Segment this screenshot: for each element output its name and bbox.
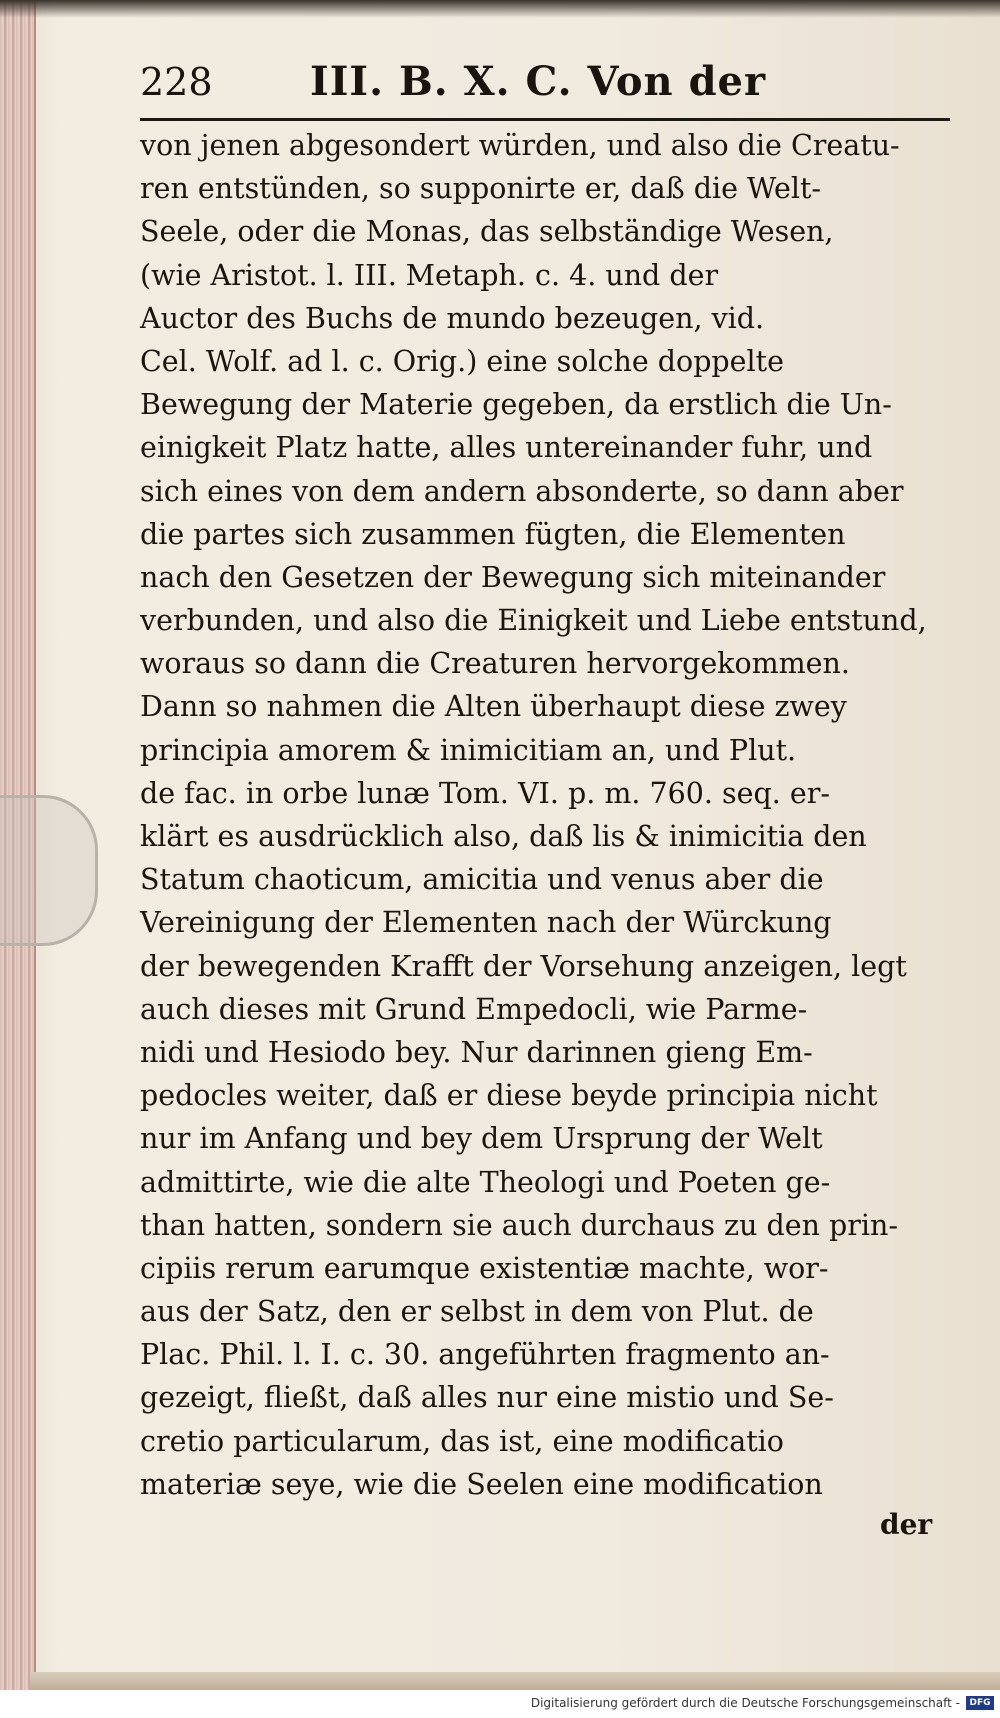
text-line: klärt es ausdrücklich also, daß lis & inimicitia den — [140, 820, 867, 853]
footer-credit: Digitalisierung gefördert durch die Deutsche Forschungsgemeinschaft - — [530, 1696, 960, 1710]
text-line: Statum chaoticum, amicitia und venus aber die — [140, 863, 824, 897]
text-line: Vereinigung der Elementen nach der Würckung — [140, 906, 832, 940]
page-clip — [0, 795, 98, 946]
page-shadow — [0, 0, 1000, 18]
text-line: Bewegung der Materie gegeben, da erstlich die Un- — [140, 388, 892, 422]
text-line: die partes sich zusammen fügten, die Elementen — [140, 517, 846, 551]
text-line: cretio particularum, das ist, eine modificatio — [140, 1424, 784, 1458]
body-text — [140, 124, 960, 1506]
header-rule — [140, 118, 950, 121]
text-line: gezeigt, fließt, daß alles nur eine mistio und Se- — [140, 1381, 834, 1415]
text-line: der bewegenden Krafft der Vorsehung anzeigen, legt — [140, 949, 907, 983]
text-line: von jenen abgesondert würden, und also die Creatu- — [140, 129, 900, 162]
text-line: woraus so dann die Creaturen hervorgekommen. — [140, 647, 850, 681]
dfg-logo-icon: DFG — [966, 1696, 994, 1710]
text-line: Cel. Wolf. ad l. c. Orig.) eine solche doppelte — [140, 344, 784, 378]
text-line: aus der Satz, den er selbst in dem von Plut. de — [140, 1295, 814, 1329]
text-line: admittirte, wie die alte Theologi und Poeten ge- — [140, 1165, 831, 1199]
text-line: than hatten, sondern sie auch durchaus zu den prin- — [140, 1208, 898, 1242]
text-line: einigkeit Platz hatte, alles untereinander fuhr, und — [140, 431, 873, 465]
text-line: Dann so nahmen die Alten überhaupt diese zwey — [140, 690, 847, 724]
text-line: cipiis rerum earumque existentiæ machte, wor- — [140, 1251, 829, 1285]
text-line: Auctor des Buchs de mundo bezeugen, vid. — [140, 301, 765, 335]
text-line: de fac. in orbe lunæ Tom. VI. p. m. 760. seq. er- — [140, 776, 830, 810]
text-line: Plac. Phil. l. I. c. 30. angeführten fragmento an- — [140, 1338, 830, 1372]
catchword: der — [880, 1508, 933, 1541]
running-title: III. B. X. C. Von der — [310, 58, 767, 105]
footer-bar — [0, 1690, 1000, 1718]
text-line: (wie Aristot. l. III. Metaph. c. 4. und der — [140, 258, 719, 292]
text-line: principia amorem & inimicitiam an, und Plut. — [140, 733, 797, 767]
page-header — [140, 54, 950, 114]
text-line: Seele, oder die Monas, das selbständige Wesen, — [140, 215, 834, 249]
text-line: sich eines von dem andern absonderte, so dann aber — [140, 474, 904, 508]
text-line: ren entstünden, so supponirte er, daß die Welt- — [140, 172, 822, 206]
text-line: materiæ seye, wie die Seelen eine modification — [140, 1467, 823, 1501]
text-line: pedocles weiter, daß er diese beyde principia nicht — [140, 1079, 878, 1113]
text-line: auch dieses mit Grund Empedocli, wie Parme- — [140, 992, 808, 1026]
text-line: verbunden, und also die Einigkeit und Liebe entstund, — [140, 604, 927, 638]
page-bottom-edge — [30, 1672, 1000, 1690]
page-number: 228 — [140, 60, 213, 104]
text-line: nidi und Hesiodo bey. Nur darinnen gieng Em- — [140, 1035, 813, 1069]
text-line: nur im Anfang und bey dem Ursprung der Welt — [140, 1122, 823, 1156]
text-line: nach den Gesetzen der Bewegung sich miteinander — [140, 560, 886, 594]
